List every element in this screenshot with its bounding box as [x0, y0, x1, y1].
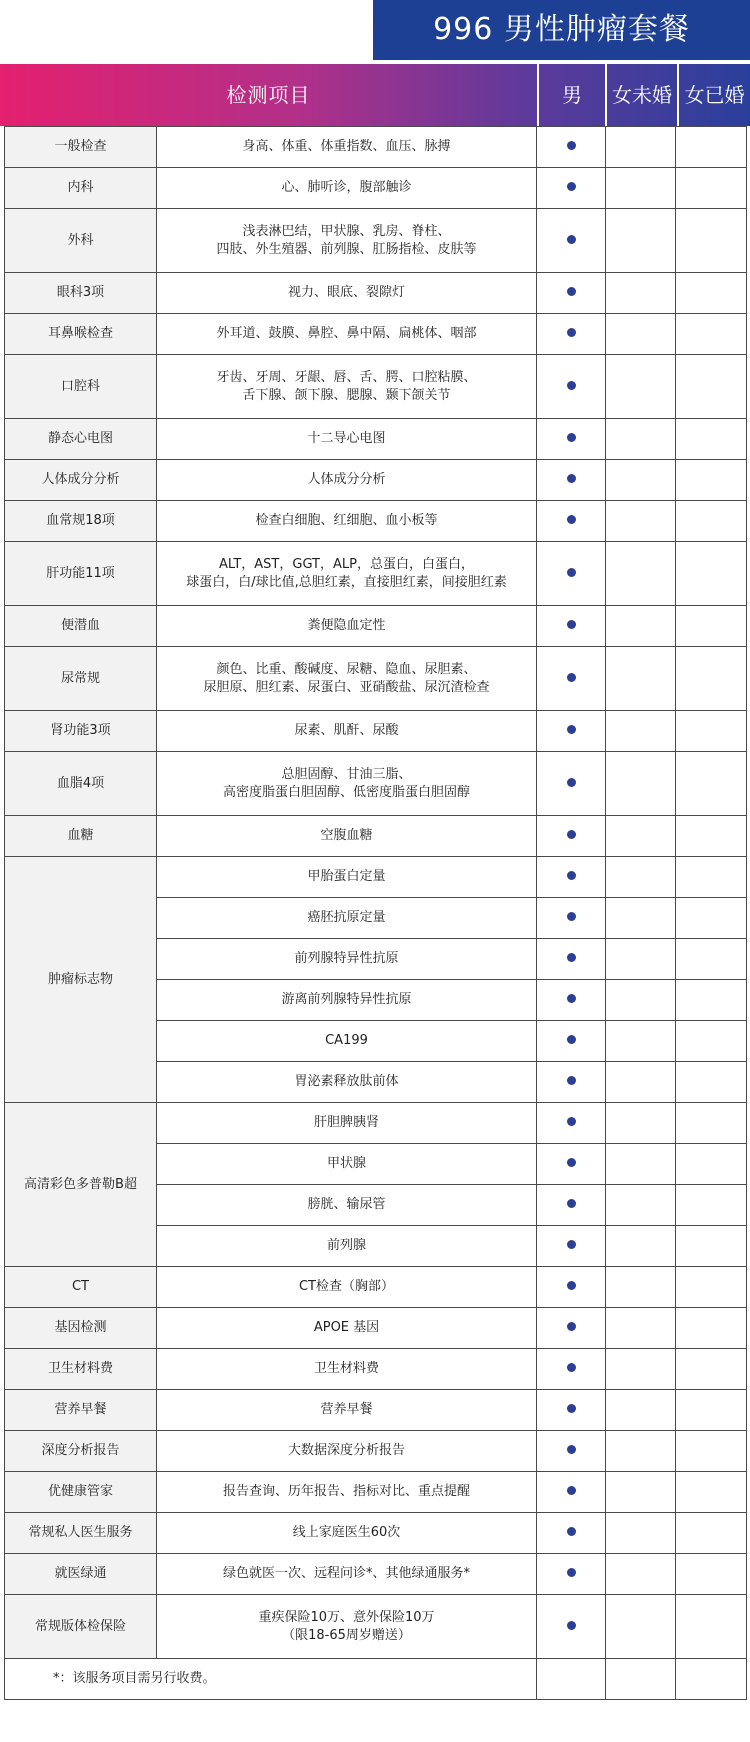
row-category: 营养早餐: [5, 1390, 157, 1431]
female-married-cell: [676, 898, 747, 939]
female-unmarried-cell: [606, 1021, 676, 1062]
included-dot-icon: [567, 620, 576, 629]
table-header: [0, 64, 750, 126]
row-category: 血糖: [5, 816, 157, 857]
male-cell: [537, 647, 606, 711]
row-category: 尿常规: [5, 647, 157, 711]
female-married-cell: [676, 939, 747, 980]
female-unmarried-cell: [606, 1103, 676, 1144]
male-cell: [537, 542, 606, 606]
included-dot-icon: [567, 1035, 576, 1044]
female-married-cell: [676, 209, 747, 273]
row-item: 绿色就医一次、远程问诊*、其他绿通服务*: [157, 1554, 537, 1595]
female-unmarried-cell: [606, 816, 676, 857]
row-item: 线上家庭医生60次: [157, 1513, 537, 1554]
included-dot-icon: [567, 287, 576, 296]
row-category: 基因检测: [5, 1308, 157, 1349]
included-dot-icon: [567, 912, 576, 921]
female-unmarried-cell: [606, 419, 676, 460]
female-unmarried-cell: [606, 939, 676, 980]
row-item: 癌胚抗原定量: [157, 898, 537, 939]
female-unmarried-cell: [606, 1554, 676, 1595]
included-dot-icon: [567, 1322, 576, 1331]
female-unmarried-cell: [606, 273, 676, 314]
female-married-cell: [676, 1185, 747, 1226]
male-cell: [537, 273, 606, 314]
table-row: [5, 816, 747, 857]
row-item: CA199: [157, 1021, 537, 1062]
included-dot-icon: [567, 673, 576, 682]
male-cell: [537, 1513, 606, 1554]
note-row: [5, 1659, 747, 1700]
female-married-cell: [676, 857, 747, 898]
female-unmarried-cell: [606, 314, 676, 355]
male-cell: [537, 127, 606, 168]
female-married-cell: [676, 127, 747, 168]
row-category: 一般检查: [5, 127, 157, 168]
male-cell: [537, 1062, 606, 1103]
female-married-cell: [676, 1472, 747, 1513]
male-cell: [537, 1659, 606, 1700]
male-cell: [537, 816, 606, 857]
male-cell: [537, 209, 606, 273]
table-row: [5, 273, 747, 314]
header-female-unmarried: 女未婚: [612, 83, 672, 107]
header-male: 男: [562, 83, 582, 107]
row-category: 便潜血: [5, 606, 157, 647]
female-unmarried-cell: [606, 1595, 676, 1659]
female-married-cell: [676, 816, 747, 857]
row-category: 肿瘤标志物: [5, 857, 157, 1103]
male-cell: [537, 898, 606, 939]
header-item: 检测项目: [226, 83, 311, 107]
row-category: 深度分析报告: [5, 1431, 157, 1472]
row-item: 粪便隐血定性: [157, 606, 537, 647]
female-unmarried-cell: [606, 1349, 676, 1390]
row-category: 肾功能3项: [5, 711, 157, 752]
male-cell: [537, 752, 606, 816]
male-cell: [537, 939, 606, 980]
female-married-cell: [676, 1103, 747, 1144]
row-item: 前列腺: [157, 1226, 537, 1267]
row-category: 肝功能11项: [5, 542, 157, 606]
female-unmarried-cell: [606, 1431, 676, 1472]
male-cell: [537, 1431, 606, 1472]
male-cell: [537, 1472, 606, 1513]
female-unmarried-cell: [606, 1185, 676, 1226]
female-unmarried-cell: [606, 647, 676, 711]
row-item: 报告查询、历年报告、指标对比、重点提醒: [157, 1472, 537, 1513]
included-dot-icon: [567, 141, 576, 150]
included-dot-icon: [567, 1527, 576, 1536]
table-row: [5, 168, 747, 209]
table-row: [5, 1595, 747, 1659]
table-row: [5, 460, 747, 501]
female-married-cell: [676, 460, 747, 501]
male-cell: [537, 460, 606, 501]
row-item: 外耳道、鼓膜、鼻腔、鼻中隔、扁桃体、咽部: [157, 314, 537, 355]
included-dot-icon: [567, 1621, 576, 1630]
row-item: 大数据深度分析报告: [157, 1431, 537, 1472]
included-dot-icon: [567, 994, 576, 1003]
female-married-cell: [676, 1144, 747, 1185]
male-cell: [537, 1226, 606, 1267]
row-category: 眼科3项: [5, 273, 157, 314]
row-category: 耳鼻喉检查: [5, 314, 157, 355]
row-item: 浅表淋巴结，甲状腺、乳房、脊柱、 四肢、外生殖器、前列腺、肛肠指检、皮肤等: [157, 209, 537, 273]
female-married-cell: [676, 542, 747, 606]
female-married-cell: [676, 355, 747, 419]
table-row: [5, 355, 747, 419]
package-table: [4, 126, 747, 1700]
row-item: 颜色、比重、酸碱度、尿糖、隐血、尿胆素、 尿胆原、胆红素、尿蛋白、亚硝酸盐、尿沉渣检查: [157, 647, 537, 711]
table-row: [5, 1513, 747, 1554]
row-category: 就医绿通: [5, 1554, 157, 1595]
male-cell: [537, 1144, 606, 1185]
row-item: 游离前列腺特异性抗原: [157, 980, 537, 1021]
female-married-cell: [676, 752, 747, 816]
male-cell: [537, 355, 606, 419]
male-cell: [537, 980, 606, 1021]
female-unmarried-cell: [606, 542, 676, 606]
male-cell: [537, 419, 606, 460]
male-cell: [537, 1595, 606, 1659]
female-unmarried-cell: [606, 209, 676, 273]
female-married-cell: [676, 273, 747, 314]
row-item: 人体成分分析: [157, 460, 537, 501]
included-dot-icon: [567, 1568, 576, 1577]
male-cell: [537, 501, 606, 542]
package-title: 996 男性肿瘤套餐: [373, 0, 750, 60]
table-row: [5, 501, 747, 542]
table-row: [5, 711, 747, 752]
male-cell: [537, 168, 606, 209]
female-married-cell: [676, 168, 747, 209]
included-dot-icon: [567, 381, 576, 390]
included-dot-icon: [567, 515, 576, 524]
row-item: 肝胆脾胰肾: [157, 1103, 537, 1144]
row-category: 高清彩色多普勒B超: [5, 1103, 157, 1267]
row-item: 总胆固醇、甘油三脂、 高密度脂蛋白胆固醇、低密度脂蛋白胆固醇: [157, 752, 537, 816]
included-dot-icon: [567, 871, 576, 880]
female-married-cell: [676, 1226, 747, 1267]
row-item: ALT，AST，GGT，ALP，总蛋白，白蛋白， 球蛋白，白/球比值,总胆红素，直接胆红素，间接胆红素: [157, 542, 537, 606]
table-row: [5, 1472, 747, 1513]
table-row: [5, 542, 747, 606]
row-item: CT检查（胸部）: [157, 1267, 537, 1308]
row-category: 外科: [5, 209, 157, 273]
row-item: 重疾保险10万、意外保险10万 （限18-65周岁赠送）: [157, 1595, 537, 1659]
table-row: [5, 1308, 747, 1349]
row-item: 尿素、肌酐、尿酸: [157, 711, 537, 752]
row-item: 心、肺听诊，腹部触诊: [157, 168, 537, 209]
female-unmarried-cell: [606, 857, 676, 898]
female-unmarried-cell: [606, 980, 676, 1021]
included-dot-icon: [567, 182, 576, 191]
male-cell: [537, 711, 606, 752]
female-married-cell: [676, 1595, 747, 1659]
female-unmarried-cell: [606, 501, 676, 542]
female-married-cell: [676, 1554, 747, 1595]
female-unmarried-cell: [606, 1513, 676, 1554]
female-unmarried-cell: [606, 606, 676, 647]
male-cell: [537, 1390, 606, 1431]
row-category: 优健康管家: [5, 1472, 157, 1513]
male-cell: [537, 606, 606, 647]
male-cell: [537, 1185, 606, 1226]
row-item: 膀胱、输尿管: [157, 1185, 537, 1226]
female-unmarried-cell: [606, 752, 676, 816]
table-row: [5, 419, 747, 460]
row-category: 常规版体检保险: [5, 1595, 157, 1659]
included-dot-icon: [567, 1076, 576, 1085]
female-married-cell: [676, 314, 747, 355]
male-cell: [537, 1103, 606, 1144]
footnote: *：该服务项目需另行收费。: [5, 1659, 537, 1700]
table-row: [5, 752, 747, 816]
included-dot-icon: [567, 474, 576, 483]
female-unmarried-cell: [606, 1267, 676, 1308]
included-dot-icon: [567, 568, 576, 577]
female-unmarried-cell: [606, 1226, 676, 1267]
male-cell: [537, 1554, 606, 1595]
row-item: 检查白细胞、红细胞、血小板等: [157, 501, 537, 542]
included-dot-icon: [567, 328, 576, 337]
female-unmarried-cell: [606, 127, 676, 168]
female-unmarried-cell: [606, 460, 676, 501]
female-married-cell: [676, 1021, 747, 1062]
table-row: [5, 857, 747, 898]
row-item: 营养早餐: [157, 1390, 537, 1431]
female-married-cell: [676, 1659, 747, 1700]
row-category: 卫生材料费: [5, 1349, 157, 1390]
female-married-cell: [676, 1062, 747, 1103]
male-cell: [537, 1021, 606, 1062]
table-row: [5, 1103, 747, 1144]
male-cell: [537, 314, 606, 355]
row-item: APOE 基因: [157, 1308, 537, 1349]
male-cell: [537, 857, 606, 898]
male-cell: [537, 1267, 606, 1308]
female-married-cell: [676, 419, 747, 460]
male-cell: [537, 1308, 606, 1349]
row-item: 视力、眼底、裂隙灯: [157, 273, 537, 314]
included-dot-icon: [567, 725, 576, 734]
table-row: [5, 1349, 747, 1390]
table-row: [5, 606, 747, 647]
row-category: 内科: [5, 168, 157, 209]
row-item: 牙齿、牙周、牙龈、唇、舌、腭、口腔粘膜、 舌下腺、颌下腺、腮腺、颞下颌关节: [157, 355, 537, 419]
female-unmarried-cell: [606, 1062, 676, 1103]
row-category: 口腔科: [5, 355, 157, 419]
female-married-cell: [676, 501, 747, 542]
included-dot-icon: [567, 1117, 576, 1126]
row-item: 前列腺特异性抗原: [157, 939, 537, 980]
included-dot-icon: [567, 1240, 576, 1249]
header-female-married: 女已婚: [684, 83, 745, 107]
row-item: 卫生材料费: [157, 1349, 537, 1390]
female-unmarried-cell: [606, 1390, 676, 1431]
included-dot-icon: [567, 433, 576, 442]
male-cell: [537, 1349, 606, 1390]
row-category: 人体成分分析: [5, 460, 157, 501]
row-category: 常规私人医生服务: [5, 1513, 157, 1554]
row-item: 胃泌素释放肽前体: [157, 1062, 537, 1103]
female-married-cell: [676, 1308, 747, 1349]
row-category: 静态心电图: [5, 419, 157, 460]
table-row: [5, 1267, 747, 1308]
included-dot-icon: [567, 830, 576, 839]
row-item: 十二导心电图: [157, 419, 537, 460]
female-unmarried-cell: [606, 355, 676, 419]
row-category: 血脂4项: [5, 752, 157, 816]
female-married-cell: [676, 1267, 747, 1308]
female-married-cell: [676, 711, 747, 752]
female-married-cell: [676, 606, 747, 647]
included-dot-icon: [567, 953, 576, 962]
included-dot-icon: [567, 1486, 576, 1495]
row-item: 甲状腺: [157, 1144, 537, 1185]
table-row: [5, 209, 747, 273]
female-married-cell: [676, 1349, 747, 1390]
table-row: [5, 1431, 747, 1472]
female-unmarried-cell: [606, 711, 676, 752]
female-unmarried-cell: [606, 1308, 676, 1349]
row-category: CT: [5, 1267, 157, 1308]
female-married-cell: [676, 980, 747, 1021]
included-dot-icon: [567, 1281, 576, 1290]
included-dot-icon: [567, 1158, 576, 1167]
female-unmarried-cell: [606, 898, 676, 939]
female-unmarried-cell: [606, 1659, 676, 1700]
row-item: 空腹血糖: [157, 816, 537, 857]
table-row: [5, 1554, 747, 1595]
female-married-cell: [676, 1390, 747, 1431]
table-row: [5, 647, 747, 711]
female-unmarried-cell: [606, 1144, 676, 1185]
included-dot-icon: [567, 1445, 576, 1454]
table-row: [5, 127, 747, 168]
included-dot-icon: [567, 778, 576, 787]
table-row: [5, 314, 747, 355]
female-married-cell: [676, 1431, 747, 1472]
row-item: 甲胎蛋白定量: [157, 857, 537, 898]
included-dot-icon: [567, 235, 576, 244]
female-married-cell: [676, 647, 747, 711]
row-item: 身高、体重、体重指数、血压、脉搏: [157, 127, 537, 168]
female-married-cell: [676, 1513, 747, 1554]
female-unmarried-cell: [606, 168, 676, 209]
included-dot-icon: [567, 1404, 576, 1413]
included-dot-icon: [567, 1363, 576, 1372]
female-unmarried-cell: [606, 1472, 676, 1513]
included-dot-icon: [567, 1199, 576, 1208]
table-row: [5, 1390, 747, 1431]
row-category: 血常规18项: [5, 501, 157, 542]
